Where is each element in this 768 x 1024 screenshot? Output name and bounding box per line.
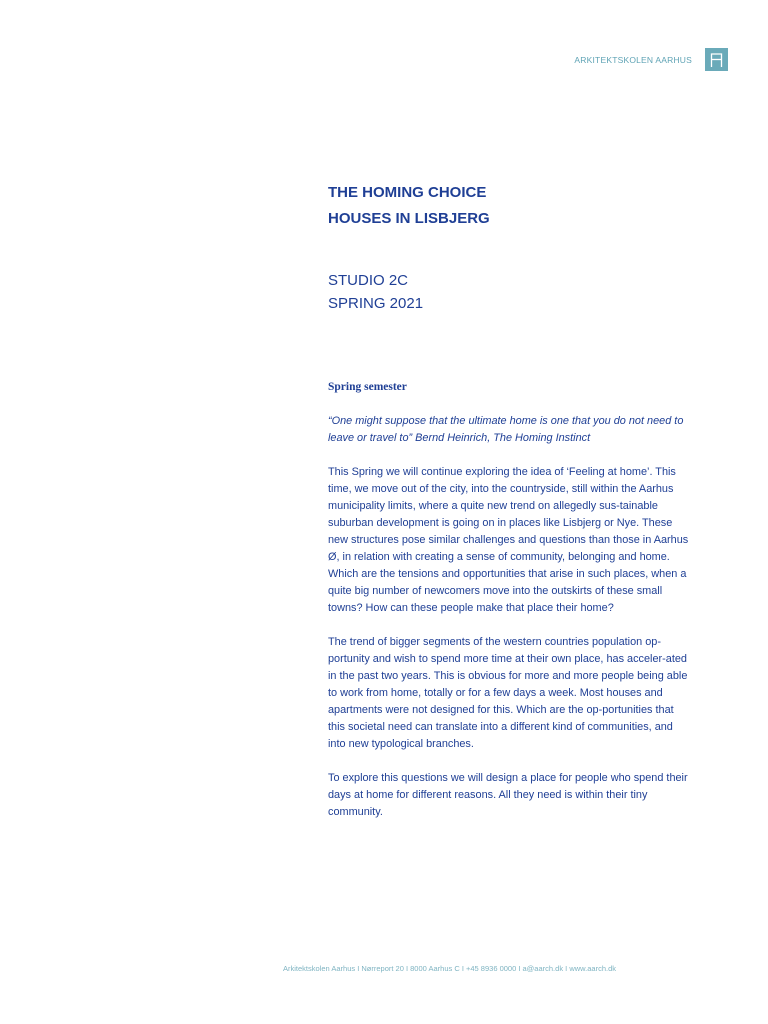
- document-title: [328, 180, 490, 232]
- studio-name: STUDIO 2C: [328, 272, 409, 289]
- institution-name: ARKITEKTSKOLEN AARHUS: [574, 55, 692, 65]
- a-logo-icon: [705, 48, 728, 71]
- body-content: [328, 379, 692, 838]
- paragraph-1: This Spring we will continue exploring the idea of ‘Feeling at home’. This time, we move out of the city, into the countryside, still within the Aarhus municipality limits, where a quite new trend on allegedly sus-tainable suburban development is going on in places like Lisbjerg or Nye. These new structures pose similar challenges and questions than those in Aarhus Ø, in relation with creating a sense of community, belonging and home. Which are the tensions and opportunities that arise in such places, when a quite big number of newcomers move into the outskirts of these small towns? How can these people make that place their home?: [328, 466, 689, 614]
- title-line-1: THE HOMING CHOICE: [328, 184, 487, 201]
- paragraph-2: The trend of bigger segments of the western countries population op-portunity and wish to spend more time at their own place, has acceler-ated in the past two years. This is obvious for more and more people being able to work from home, totally or for a few days a week. Most houses and apartments were not designed for this. Which are the op-portunities that this societal need can translate into a different kind of communities, and into new typological branches.: [328, 636, 688, 750]
- epigraph-quote: “One might suppose that the ultimate home is one that you do not need to leave or travel to” Bernd Heinrich, The Homing Instinct: [328, 415, 684, 444]
- studio-info: [328, 269, 423, 315]
- footer-contact: Arkitektskolen Aarhus I Nørreport 20 I 8000 Aarhus C I +45 8936 0000 I a@aarch.dk I www.aarch.dk: [283, 964, 616, 973]
- title-line-2: HOUSES IN LISBJERG: [328, 210, 490, 227]
- paragraph-3: To explore this questions we will design a place for people who spend their days at home for different reasons. All they need is within their tiny community.: [328, 772, 688, 818]
- section-heading: Spring semester: [328, 381, 407, 393]
- semester-year: SPRING 2021: [328, 295, 424, 312]
